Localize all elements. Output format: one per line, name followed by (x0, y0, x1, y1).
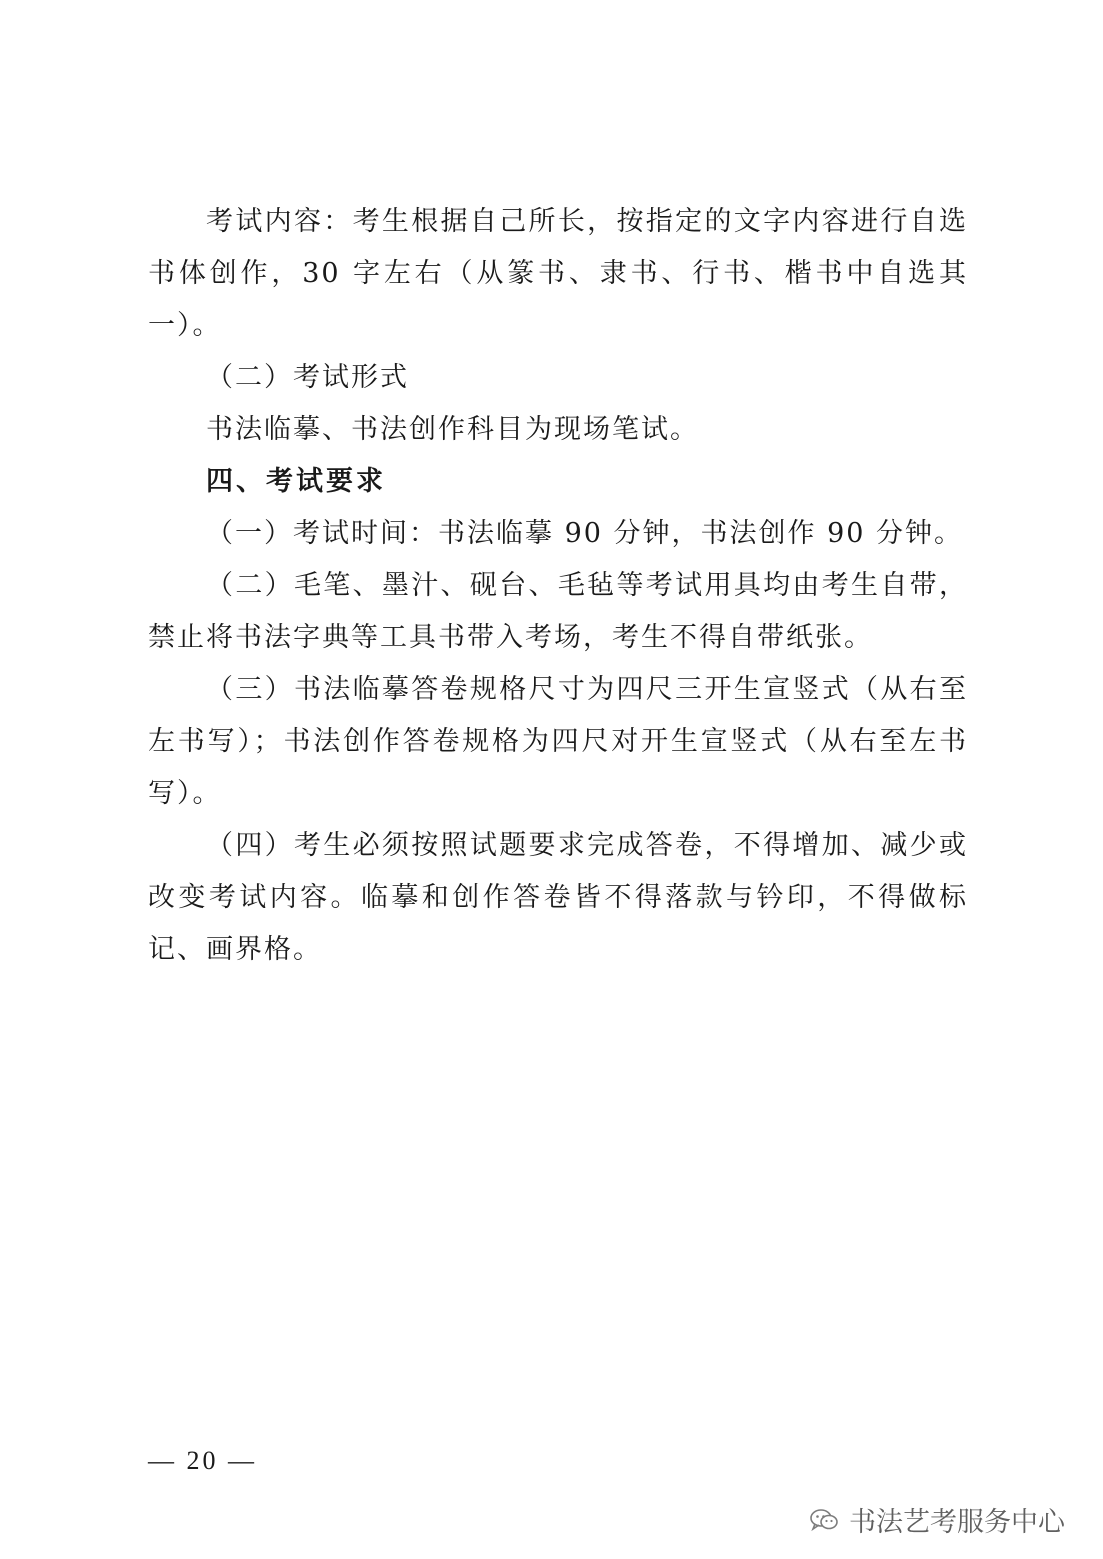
paragraph-exam-format: 书法临摹、书法创作科目为现场笔试。 (206, 414, 699, 445)
paragraph-paper-spec: （三）书法临摹答卷规格尺寸为四尺三开生宣竖式（从右至左书写）；书法创作答卷规格为四尺对开生宣竖式（从右至左书写）。 (148, 674, 968, 809)
watermark-text: 书法艺考服务中心 (849, 1507, 1065, 1538)
section-heading-exam-requirements: 四、考试要求 (206, 466, 386, 497)
page-number: — 20 — (148, 1446, 257, 1475)
wechat-icon (809, 1507, 839, 1533)
paragraph-answer-rules: （四）考生必须按照试题要求完成答卷，不得增加、减少或改变考试内容。临摹和创作答卷皆不得落款与钤印，不得做标记、画界格。 (148, 830, 968, 965)
paragraph-exam-tools: （二）毛笔、墨汁、砚台、毛毡等考试用具均由考生自带，禁止将书法字典等工具书带入考场，考生不得自带纸张。 (148, 570, 968, 653)
body-text (148, 196, 968, 976)
paragraph-exam-content: 考试内容：考生根据自己所长，按指定的文字内容进行自选书体创作，30 字左右（从篆书、隶书、行书、楷书中自选其一）。 (148, 206, 968, 341)
subheading-exam-format: （二）考试形式 (206, 362, 409, 393)
watermark (809, 1500, 1065, 1539)
paragraph-exam-time: （一）考试时间：书法临摹 90 分钟，书法创作 90 分钟。 (206, 518, 964, 549)
